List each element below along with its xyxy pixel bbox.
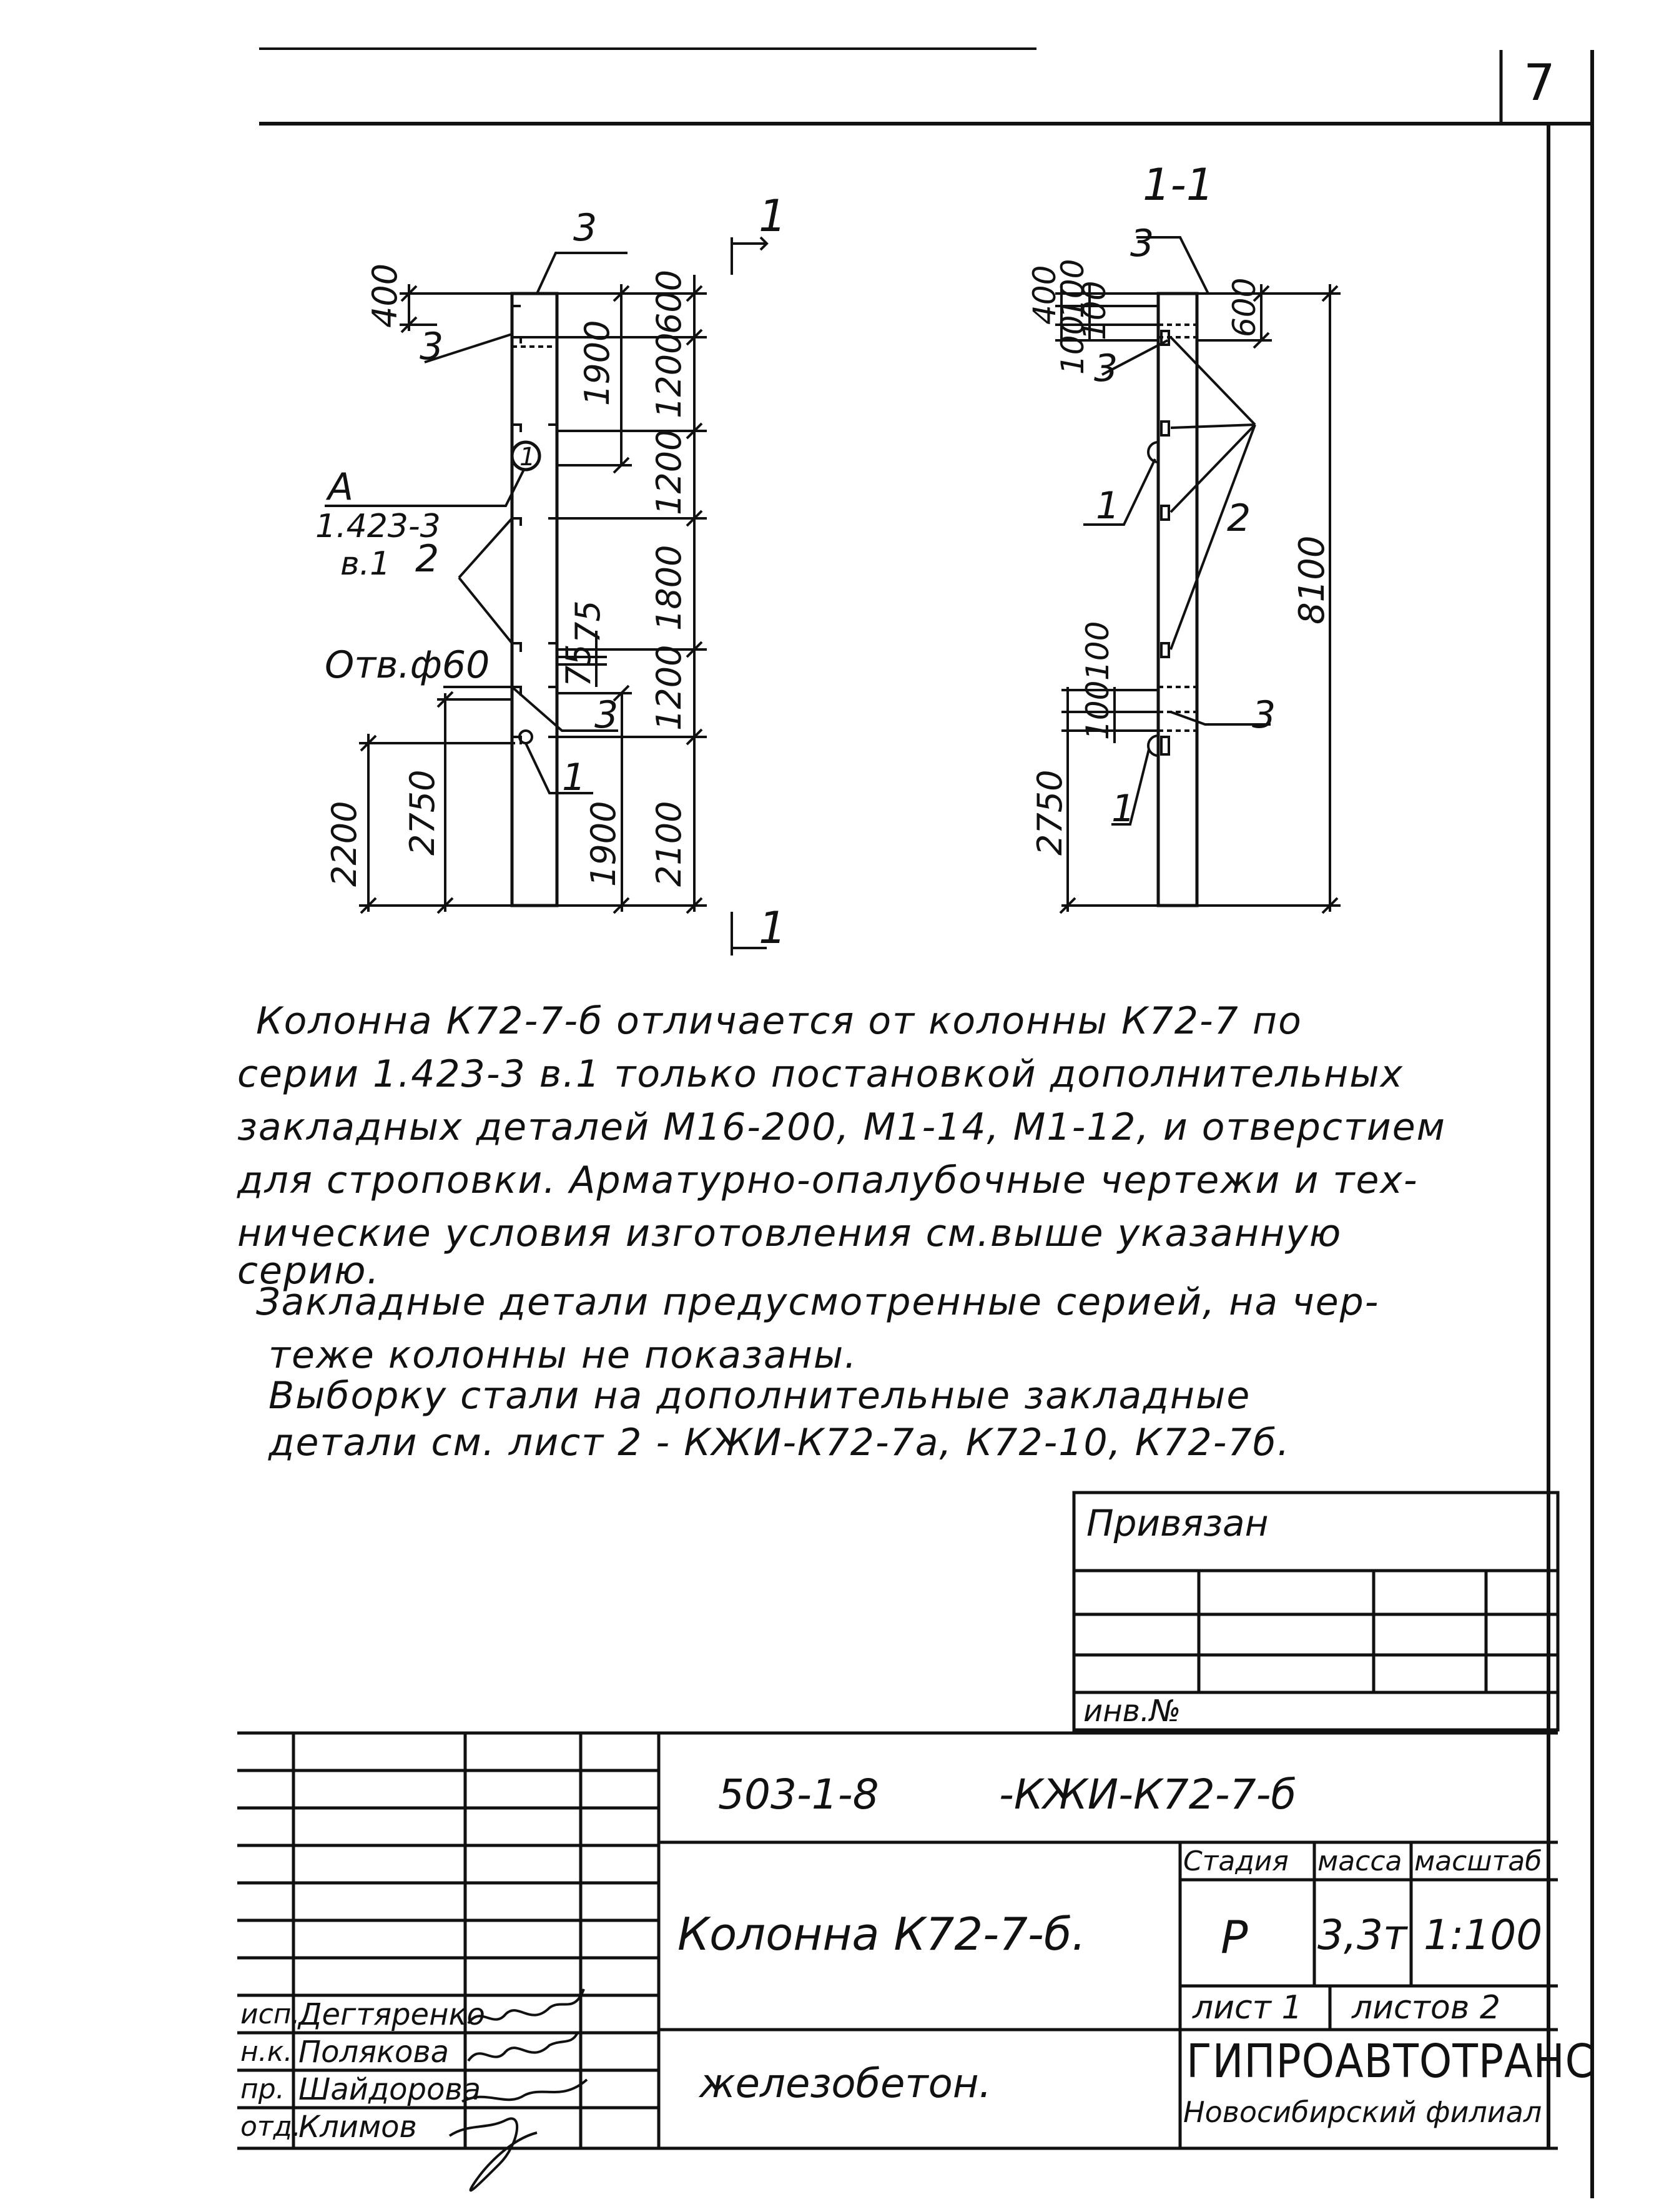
sheet-number: 7 <box>1524 54 1555 112</box>
note-line-5: нические условия изготовления см.выше указанную <box>237 1212 1342 1255</box>
note-line-6: серию. <box>237 1249 380 1293</box>
note-line-7: Закладные детали предусмотренные серией, на чер- <box>256 1280 1380 1324</box>
sheets-value: листов 2 <box>1352 1989 1500 2027</box>
inv-label: инв.№ <box>1083 1694 1181 1729</box>
sig-role-3: пр. <box>240 2073 285 2105</box>
doc-code: 503-1-8 <box>718 1770 879 1819</box>
callout-2: 2 <box>415 537 440 581</box>
note-line-2: серии 1.423-3 в.1 только постановкой дополнительных <box>237 1052 1404 1096</box>
mass-value: 3,3т <box>1317 1911 1407 1959</box>
node-ref-a: А <box>328 465 354 509</box>
col-mass: масса <box>1317 1845 1402 1877</box>
dim-2100: 2100 <box>649 801 689 887</box>
section-mark-bottom: 1 <box>759 902 787 954</box>
dim-1200a: 1200 <box>649 332 689 418</box>
side-dim-600: 600 <box>1226 277 1263 337</box>
side-callout-3-bottom: 3 <box>1252 693 1276 737</box>
hole-label: Отв.ф60 <box>325 643 490 687</box>
org-name: ГИПРОАВТОТРАНС <box>1186 2035 1595 2088</box>
dim-600: 600 <box>649 269 689 334</box>
sig-role-2: н.к. <box>240 2036 293 2068</box>
section-mark-top: 1 <box>759 190 787 242</box>
dim-1900-top: 1900 <box>578 320 617 406</box>
side-dim-100e: 100 <box>1080 680 1116 740</box>
node-circle-label: 1 <box>519 443 536 472</box>
branch-name: Новосибирский филиал <box>1183 2095 1542 2129</box>
dim-1900-bottom: 1900 <box>584 801 623 887</box>
side-dim-100d: 100 <box>1080 621 1116 681</box>
title: Колонна К72-7-б. <box>677 1908 1086 1960</box>
scale-value: 1:100 <box>1424 1911 1543 1959</box>
note-line-4: для строповки. Арматурно-опалубочные чертежи и тех- <box>237 1158 1419 1202</box>
dim-2200: 2200 <box>325 801 364 887</box>
note-line-3: закладных деталей М16-200, М1-14, М1-12, и отверстием <box>237 1105 1446 1149</box>
dim-75b: 75 <box>559 644 598 687</box>
sig-name-2: Полякова <box>298 2035 450 2070</box>
note-line-8: теже колонны не показаны. <box>268 1333 858 1377</box>
stage-value: Р <box>1221 1911 1248 1963</box>
side-callout-3-upper: 3 <box>1094 347 1118 390</box>
side-callout-3-top: 3 <box>1130 222 1154 265</box>
side-dim-100a: 100 <box>1055 259 1091 318</box>
note-line-1: Колонна К72-7-б отличается от колонны К72-7 по <box>256 999 1302 1043</box>
sig-role-4: отд. <box>240 2111 301 2143</box>
callout-1: 1 <box>562 756 586 799</box>
side-dim-8100: 8100 <box>1292 535 1332 625</box>
dim-75a: 75 <box>568 600 608 643</box>
node-ref-issue: в.1 <box>340 545 391 583</box>
section-label: 1-1 <box>1143 159 1214 210</box>
note-line-9: Выборку стали на дополнительные закладные <box>268 1374 1251 1418</box>
doc-suffix: -КЖИ-К72-7-б <box>999 1770 1297 1819</box>
col-scale: масштаб <box>1414 1845 1542 1877</box>
material: железобетон. <box>699 2061 992 2107</box>
dim-1200c: 1200 <box>649 644 689 731</box>
side-dim-100c: 100 <box>1055 315 1091 375</box>
side-dim-100b: 100 <box>1076 280 1113 340</box>
sig-role-1: исп. <box>240 1998 300 2030</box>
sheet-value: лист 1 <box>1193 1989 1302 2027</box>
dim-400: 400 <box>365 263 405 328</box>
side-dim-2750: 2750 <box>1030 769 1070 856</box>
side-dim-400: 400 <box>1026 265 1063 325</box>
note-line-10: детали см. лист 2 - КЖИ-К72-7а, К72-10, К72-7б. <box>268 1421 1291 1464</box>
callout-3-left: 3 <box>420 325 444 368</box>
attached-label: Привязан <box>1086 1502 1269 1544</box>
callout-3-lower: 3 <box>594 693 619 737</box>
side-callout-2: 2 <box>1227 496 1251 540</box>
callout-3-top: 3 <box>573 206 598 250</box>
sig-name-4: Климов <box>298 2110 417 2145</box>
side-callout-1-bottom: 1 <box>1111 787 1136 831</box>
col-stage: Стадия <box>1183 1845 1289 1877</box>
sig-name-3: Шайдорова <box>298 2072 481 2107</box>
side-callout-1-top: 1 <box>1096 484 1120 528</box>
dim-1800: 1800 <box>649 545 689 631</box>
node-ref-series: 1.423-3 <box>315 508 441 545</box>
sig-name-1: Дегтяренко <box>298 1997 485 2032</box>
dim-2750: 2750 <box>403 769 442 856</box>
dim-1200b: 1200 <box>649 429 689 515</box>
